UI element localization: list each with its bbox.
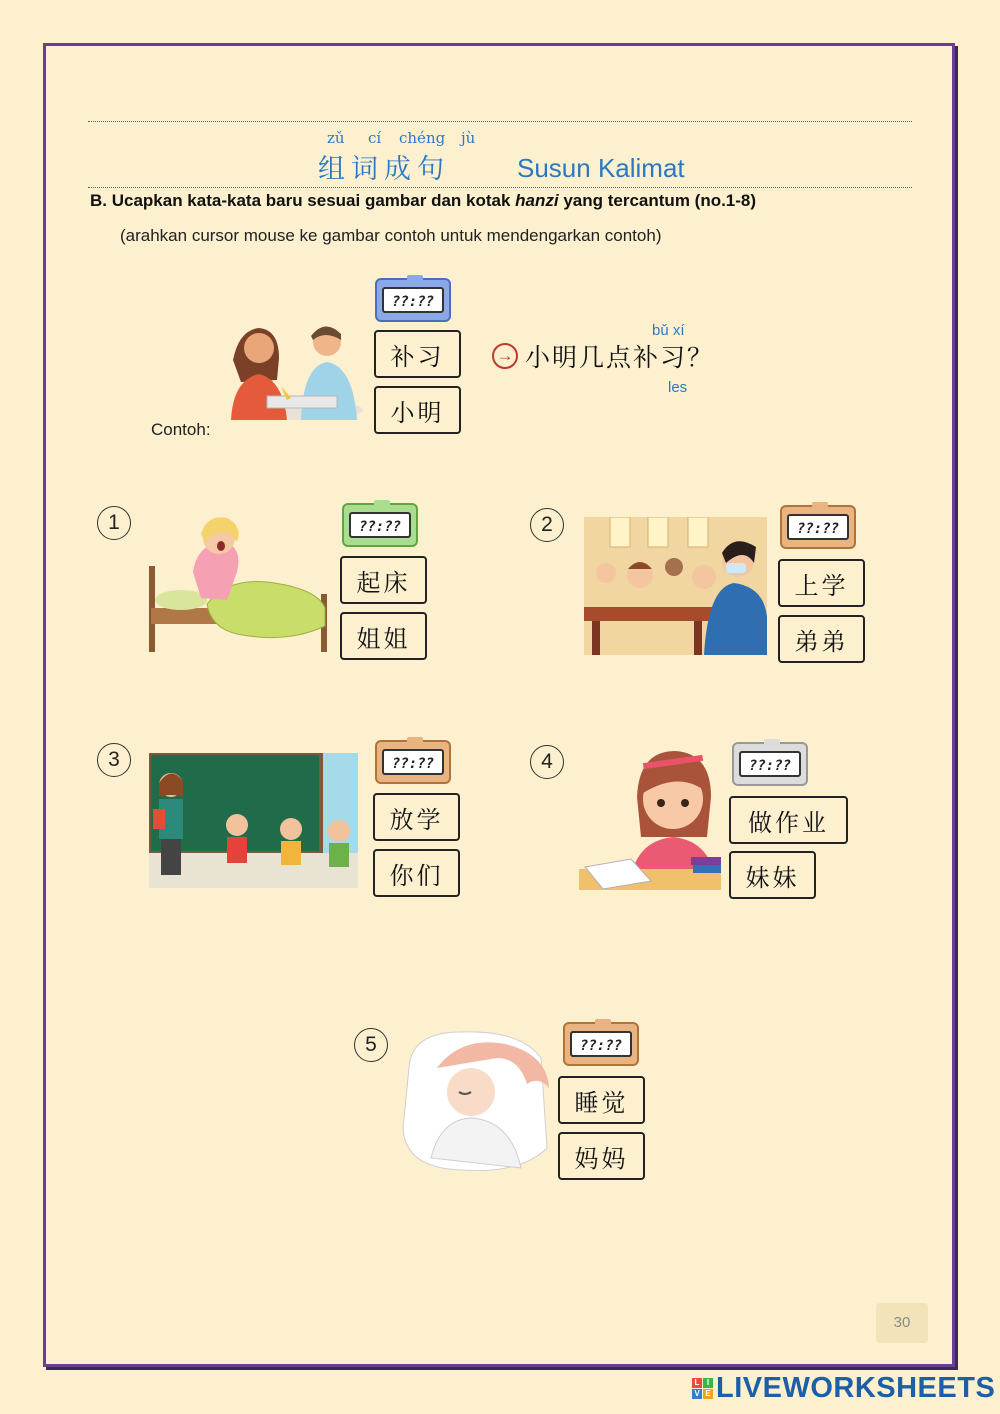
gloss-meaning: les [668, 379, 688, 396]
item-number-4: 4 [530, 745, 564, 779]
top-divider [88, 121, 912, 122]
arrow-right-icon: → [492, 343, 518, 369]
example-word-1: 补习 [374, 330, 461, 378]
example-clock[interactable] [375, 278, 451, 322]
item-4-clock[interactable] [732, 742, 808, 786]
item-1-word-2: 姐姐 [340, 612, 427, 660]
item-4-word-1: 做作业 [729, 796, 848, 844]
instruction-prefix: B. Ucapkan kata-kata baru sesuai gambar dan kotak [90, 191, 516, 210]
item-1-image-waking-up[interactable] [147, 508, 331, 654]
item-3-image-leaving-school[interactable] [149, 753, 358, 888]
gloss-pinyin: bǔ xí [652, 322, 685, 339]
brand-logo[interactable] [692, 1372, 995, 1405]
item-5-image-sleeping[interactable] [401, 1028, 551, 1174]
item-number-1: 1 [97, 506, 131, 540]
item-1-clock[interactable] [342, 503, 418, 547]
page-number: 30 [876, 1303, 928, 1343]
item-2-word-1: 上学 [778, 559, 865, 607]
clock-face: ??:?? [739, 751, 801, 777]
item-2-image-classroom[interactable] [584, 517, 767, 655]
item-2-clock[interactable] [780, 505, 856, 549]
item-2-word-2: 弟弟 [778, 615, 865, 663]
example-image-tutoring[interactable] [221, 300, 363, 422]
item-5-word-1: 睡觉 [558, 1076, 645, 1124]
item-number-3: 3 [97, 743, 131, 777]
clock-face: ??:?? [382, 749, 444, 775]
item-3-word-2: 你们 [373, 849, 460, 897]
instruction-italic: hanzi [515, 191, 559, 210]
item-5-clock[interactable] [563, 1022, 639, 1066]
item-4-image-homework[interactable] [579, 747, 721, 890]
clock-face: ??:?? [787, 514, 849, 540]
item-4-word-2: 妹妹 [729, 851, 816, 899]
item-3-word-1: 放学 [373, 793, 460, 841]
example-word-2: 小明 [374, 386, 461, 434]
example-label: Contoh: [151, 420, 211, 439]
item-number-2: 2 [530, 508, 564, 542]
instruction-suffix: yang tercantum (no.1-8) [558, 191, 757, 210]
title-pinyin-3: chéng [399, 129, 446, 147]
item-1-word-1: 起床 [340, 556, 427, 604]
title-pinyin-1: zǔ [327, 129, 345, 147]
title-divider [88, 187, 912, 188]
title-latin: Susun Kalimat [517, 153, 685, 183]
item-5-word-2: 妈妈 [558, 1132, 645, 1180]
instruction-sub: (arahkan cursor mouse ke gambar contoh untuk mendengarkan contoh) [120, 226, 662, 245]
instruction [90, 191, 756, 211]
clock-face: ??:?? [382, 287, 444, 313]
title-hanzi: 组词成句 [318, 154, 450, 185]
brand-text: LIVEWORKSHEETS [716, 1372, 996, 1404]
title-pinyin-4: jù [461, 129, 476, 147]
item-number-5: 5 [354, 1028, 388, 1062]
example-sentence: 小明几点补习？ [525, 343, 715, 372]
title-pinyin-2: cí [368, 129, 382, 147]
clock-face: ??:?? [570, 1031, 632, 1057]
liveworksheets-icon: L I V E [692, 1378, 713, 1399]
clock-face: ??:?? [349, 512, 411, 538]
item-3-clock[interactable] [375, 740, 451, 784]
